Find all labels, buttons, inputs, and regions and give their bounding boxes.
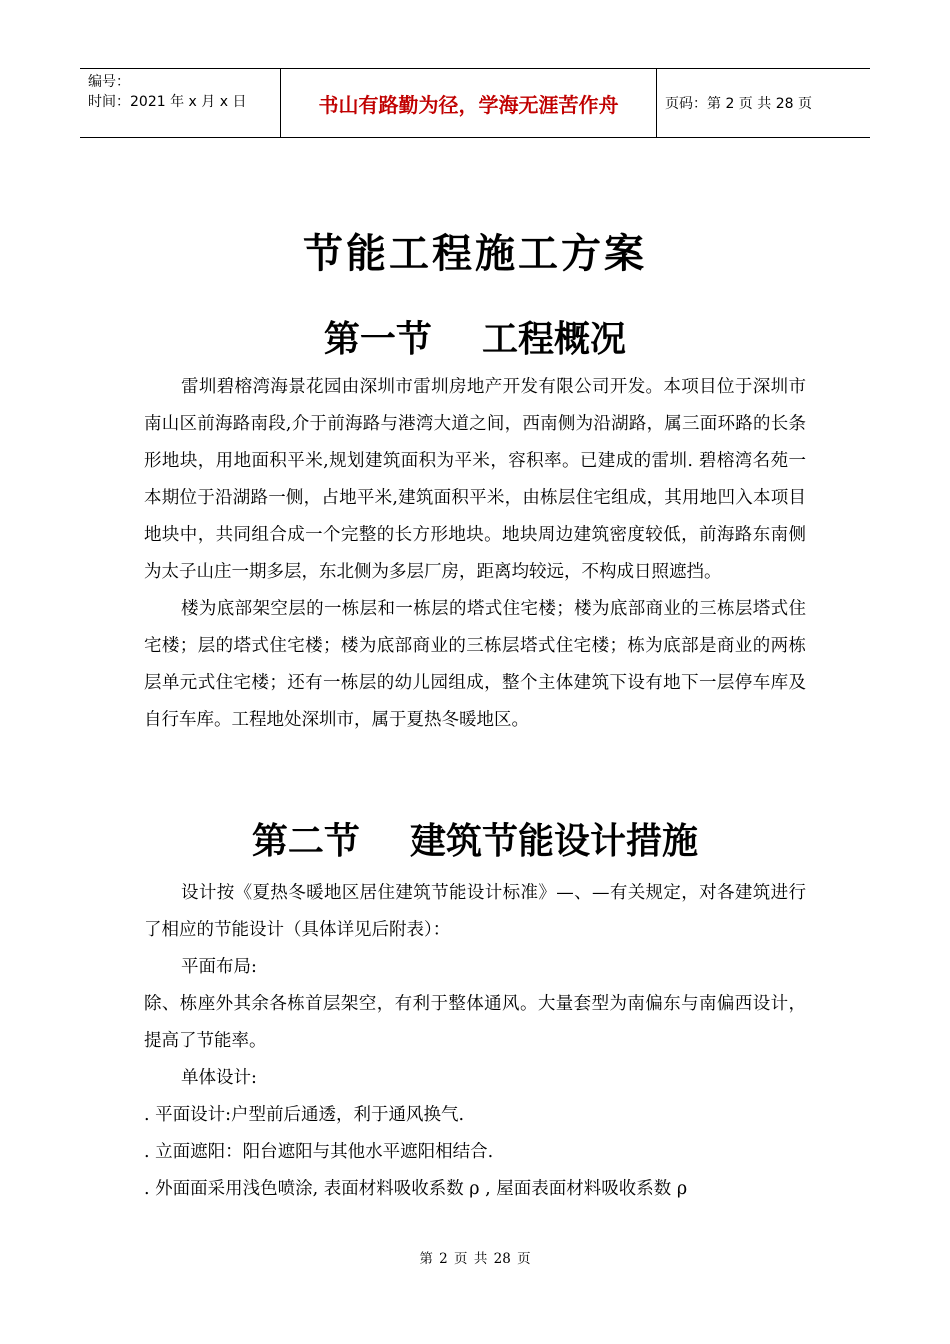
section-2-subheading: 单体设计: [181, 1068, 257, 1088]
header-motto: 书山有路勤为径，学海无涯苦作舟 [281, 69, 657, 137]
header-page-info: 页码：第 2 页 共 28 页 [665, 96, 812, 112]
section-2-list-item: . 立面遮阳：阳台遮阳与其他水平遮阳相结合. [144, 1142, 494, 1162]
header-meta-cell [80, 69, 281, 137]
header-table [80, 68, 870, 138]
document-number-label: 编号： [88, 74, 130, 90]
section-1-heading: 第一节 工程概况 [323, 319, 627, 360]
section-2-paragraph: 除、栋座外其余各栋首层架空，有利于整体通风。大量套型为南偏东与南偏西设计，提高了节能率。 [144, 994, 806, 1051]
section-1-paragraph: 楼为底部架空层的一栋层和一栋层的塔式住宅楼；楼为底部商业的三栋层塔式住宅楼；层的塔式住宅楼；楼为底部商业的三栋层塔式住宅楼；栋为底部是商业的两栋层单元式住宅楼；还有一栋层的幼儿园组成，整个主体建筑下设有地下一层停车库及自行车库。工程地处深圳市，属于夏热冬暖地区。 [144, 599, 806, 730]
section-1-body [144, 369, 806, 739]
section-2-heading: 第二节 建筑节能设计措施 [251, 821, 699, 862]
section-2-paragraph: 设计按《夏热冬暖地区居住建筑节能设计标准》—、—有关规定，对各建筑进行了相应的节能设计（具体详见后附表）： [144, 883, 806, 940]
section-2-body [144, 875, 806, 1208]
section-1-paragraph: 雷圳碧榕湾海景花园由深圳市雷圳房地产开发有限公司开发。本项目位于深圳市南山区前海路南段,介于前海路与港湾大道之间，西南侧为沿湖路，属三面环路的长条形地块，用地面积平米,规划建筑面积为平米，容积率。已建成的雷圳. 碧榕湾名苑一本期位于沿湖路一侧，占地平米,建筑面积平米，由栋层住宅组成，其用地凹入本项目地块中，共同组合成一个完整的长方形地块。地块周边建筑密度较低，前海路东南侧为太子山庄一期多层，东北侧为多层厂房，距离均较远，不构成日照遮挡。 [144, 377, 806, 582]
section-2-list-item: . 外面面采用浅色喷涂, 表面材料吸收系数 ρ , 屋面表面材料吸收系数 ρ [144, 1179, 688, 1199]
document-title: 节能工程施工方案 [303, 231, 647, 277]
section-2-list-item: . 平面设计:户型前后通透，利于通风换气. [144, 1105, 465, 1125]
document-time-label: 时间：2021 年 x 月 x 日 [88, 94, 247, 110]
page-footer: 第 2 页 共 28 页 [419, 1251, 531, 1267]
section-2-subheading: 平面布局: [181, 957, 257, 977]
